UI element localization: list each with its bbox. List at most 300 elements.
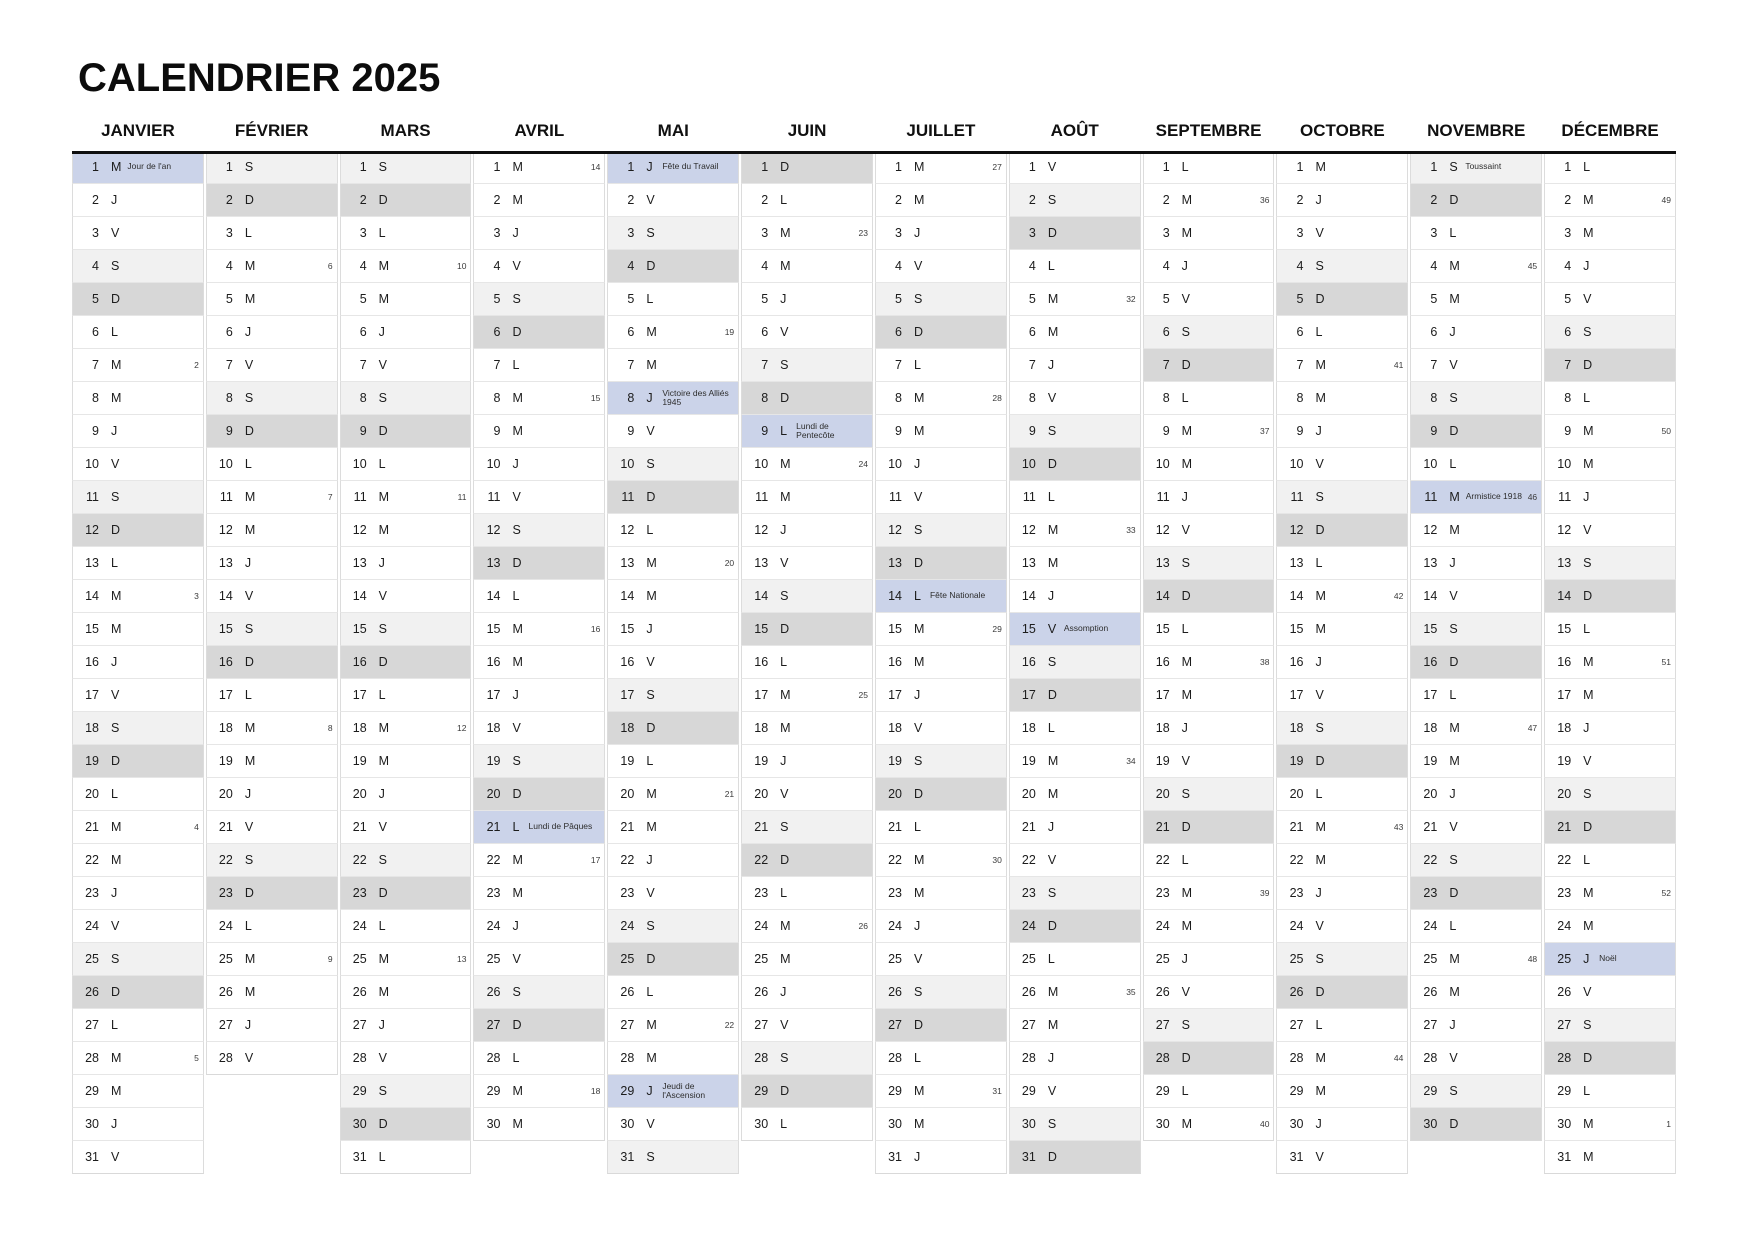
day-letter: D: [913, 325, 924, 339]
day-cell: [1410, 910, 1542, 943]
day-letter: J: [378, 556, 385, 570]
day-cell: [1544, 910, 1676, 943]
day-letter: M: [111, 1051, 122, 1065]
week-number: 51: [1661, 657, 1671, 667]
day-cell: [1410, 316, 1542, 349]
day-letter: M: [378, 985, 390, 999]
day-cell: [741, 217, 873, 250]
day-cell: [1009, 712, 1141, 745]
day-letter: S: [378, 853, 387, 867]
day-letter: D: [512, 787, 522, 801]
day-cell: [1410, 217, 1542, 250]
day-cell: [1009, 151, 1141, 184]
day-letter: M: [646, 358, 657, 372]
month-days: [607, 151, 739, 1174]
day-letter: S: [1047, 1117, 1057, 1131]
day-number: 28: [1021, 1051, 1036, 1065]
day-letter: M: [512, 853, 523, 867]
day-letter: D: [780, 160, 790, 174]
day-number: 10: [1557, 457, 1572, 471]
day-cell: [875, 877, 1007, 910]
day-number: 27: [1423, 1018, 1438, 1032]
day-letter: D: [1449, 886, 1459, 900]
day-cell: [72, 877, 204, 910]
day-letter: S: [378, 622, 387, 636]
day-number: 7: [627, 358, 635, 372]
day-cell: [1143, 217, 1275, 250]
day-letter: L: [1315, 1018, 1323, 1032]
day-number: 17: [218, 688, 233, 702]
day-number: 24: [85, 919, 99, 933]
day-cell: [1544, 613, 1676, 646]
day-cell: [340, 448, 472, 481]
day-letter: M: [1315, 391, 1326, 405]
day-number: 23: [888, 886, 902, 900]
day-number: 23: [620, 886, 635, 900]
day-letter: D: [378, 655, 388, 669]
month-days: [1143, 151, 1275, 1141]
day-number: 23: [1557, 886, 1572, 900]
day-cell: [473, 349, 605, 382]
day-number: 15: [754, 622, 769, 636]
day-number: 22: [754, 853, 769, 867]
day-number: 6: [1162, 325, 1170, 339]
day-number: 16: [620, 655, 635, 669]
day-cell: [1544, 712, 1676, 745]
day-letter: S: [111, 721, 120, 735]
day-cell: [875, 1042, 1007, 1075]
day-letter: J: [1449, 787, 1456, 801]
day-number: 3: [1564, 226, 1572, 240]
day-letter: L: [646, 292, 654, 306]
day-number: 5: [761, 292, 769, 306]
day-number: 14: [85, 589, 99, 603]
day-cell: [1276, 811, 1408, 844]
day-cell: [1276, 712, 1408, 745]
day-letter: S: [1181, 787, 1190, 801]
day-letter: S: [1449, 391, 1458, 405]
week-number: 16: [590, 624, 601, 634]
day-letter: J: [913, 457, 921, 471]
day-number: 20: [85, 787, 99, 801]
day-cell: [206, 580, 338, 613]
day-letter: L: [780, 193, 788, 207]
day-letter: M: [913, 193, 925, 207]
month-header: DÉCEMBRE: [1561, 121, 1659, 140]
day-letter: M: [913, 1084, 925, 1098]
day-number: 3: [761, 226, 769, 240]
day-cell: [1009, 184, 1141, 217]
day-letter: S: [646, 457, 655, 471]
day-letter: S: [111, 490, 120, 504]
day-number: 15: [85, 622, 99, 636]
day-cell: [72, 679, 204, 712]
day-letter: J: [913, 226, 921, 240]
day-number: 4: [1564, 259, 1572, 273]
day-number: 29: [352, 1084, 367, 1098]
day-number: 25: [1557, 952, 1572, 966]
day-number: 26: [620, 985, 635, 999]
day-cell: [1544, 250, 1676, 283]
day-letter: J: [913, 919, 921, 933]
day-number: 28: [888, 1051, 902, 1065]
day-number: 28: [352, 1051, 367, 1065]
day-cell: [1410, 448, 1542, 481]
day-cell: [340, 250, 472, 283]
day-letter: L: [512, 820, 520, 834]
day-cell: [340, 844, 472, 877]
day-letter: V: [780, 325, 789, 339]
day-letter: M: [512, 655, 523, 669]
month-days: [1009, 151, 1141, 1174]
day-letter: J: [111, 193, 118, 207]
day-cell: [1544, 580, 1676, 613]
day-letter: J: [1181, 952, 1188, 966]
day-number: 31: [85, 1150, 99, 1164]
day-letter: V: [1315, 457, 1324, 471]
day-cell: [72, 976, 204, 1009]
day-number: 29: [1423, 1084, 1438, 1098]
month-column-8: [1009, 108, 1141, 1174]
day-cell: [741, 679, 873, 712]
day-cell: [1544, 217, 1676, 250]
day-cell: [473, 679, 605, 712]
day-cell: [1276, 250, 1408, 283]
day-cell: [1143, 943, 1275, 976]
day-cell: [875, 448, 1007, 481]
day-cell: [875, 250, 1007, 283]
day-cell: [875, 316, 1007, 349]
day-cell: [875, 382, 1007, 415]
day-number: 22: [218, 853, 233, 867]
day-letter: V: [378, 358, 387, 372]
header-rule: [72, 151, 1676, 154]
day-number: 11: [1290, 490, 1304, 504]
day-letter: M: [1449, 523, 1460, 537]
day-number: 30: [85, 1117, 99, 1131]
day-letter: M: [1583, 919, 1594, 933]
day-number: 22: [85, 853, 99, 867]
day-letter: M: [1449, 985, 1460, 999]
day-cell: [340, 580, 472, 613]
day-cell: [72, 1141, 204, 1174]
day-cell: [1143, 745, 1275, 778]
day-number: 31: [1557, 1150, 1572, 1164]
day-number: 13: [1289, 556, 1304, 570]
day-number: 11: [1558, 490, 1572, 504]
month-column-11: [1410, 108, 1542, 1174]
day-letter: M: [1449, 259, 1460, 273]
day-cell: [1009, 877, 1141, 910]
day-cell: [72, 745, 204, 778]
day-cell: [340, 151, 472, 184]
day-cell: [1410, 1042, 1542, 1075]
day-letter: M: [646, 556, 657, 570]
day-number: 20: [352, 787, 367, 801]
week-number: 3: [194, 591, 199, 601]
day-number: 16: [754, 655, 769, 669]
day-cell: [741, 151, 873, 184]
day-cell: [1544, 811, 1676, 844]
week-number: 2: [194, 360, 199, 370]
day-letter: J: [111, 424, 118, 438]
day-number: 6: [1028, 325, 1036, 339]
day-number: 20: [218, 787, 233, 801]
day-letter: M: [646, 820, 657, 834]
day-number: 17: [486, 688, 501, 702]
day-number: 8: [225, 391, 233, 405]
day-cell: [473, 184, 605, 217]
day-cell: [875, 1141, 1007, 1174]
day-number: 5: [627, 292, 635, 306]
day-letter: L: [780, 655, 788, 669]
day-number: 2: [1430, 193, 1438, 207]
day-cell: [741, 745, 873, 778]
day-letter: S: [913, 754, 923, 768]
day-cell: [72, 844, 204, 877]
day-cell: [206, 283, 338, 316]
day-cell: [1410, 415, 1542, 448]
day-letter: S: [1181, 1018, 1190, 1032]
day-letter: D: [1449, 1117, 1459, 1131]
day-cell: [875, 580, 1007, 613]
day-number: 23: [754, 886, 769, 900]
day-letter: M: [1181, 226, 1193, 240]
day-letter: J: [1315, 193, 1322, 207]
day-cell: [607, 976, 739, 1009]
day-letter: L: [913, 589, 921, 603]
day-number: 23: [352, 886, 367, 900]
day-number: 22: [888, 853, 902, 867]
day-letter: S: [780, 358, 789, 372]
day-number: 28: [486, 1051, 501, 1065]
day-letter: S: [646, 919, 655, 933]
day-cell: [72, 1075, 204, 1108]
day-cell: [206, 217, 338, 250]
week-number: 22: [724, 1020, 735, 1030]
day-number: 12: [1021, 523, 1036, 537]
day-letter: S: [512, 292, 521, 306]
day-number: 5: [92, 292, 99, 306]
month-column-2: [206, 108, 338, 1174]
day-cell: [72, 547, 204, 580]
day-cell: [72, 943, 204, 976]
day-number: 23: [85, 886, 99, 900]
day-number: 25: [1155, 952, 1170, 966]
day-cell: [741, 349, 873, 382]
day-cell: [875, 976, 1007, 1009]
day-number: 12: [486, 523, 501, 537]
month-column-6: [741, 108, 873, 1174]
week-number: 48: [1527, 954, 1538, 964]
day-cell: [1544, 547, 1676, 580]
day-cell: [741, 316, 873, 349]
day-number: 7: [493, 358, 501, 372]
day-number: 27: [1021, 1018, 1036, 1032]
day-number: 9: [1430, 424, 1438, 438]
day-cell: [875, 778, 1007, 811]
day-cell: [1009, 679, 1141, 712]
week-number: 34: [1126, 756, 1136, 766]
day-letter: M: [913, 391, 925, 405]
day-number: 30: [620, 1117, 635, 1131]
day-letter: M: [512, 160, 523, 174]
day-number: 12: [1155, 523, 1170, 537]
day-letter: M: [646, 1018, 657, 1032]
day-letter: M: [1181, 655, 1193, 669]
day-letter: M: [780, 688, 791, 702]
day-number: 2: [225, 193, 233, 207]
day-letter: M: [1315, 1084, 1326, 1098]
day-cell: [875, 283, 1007, 316]
day-number: 1: [1296, 160, 1304, 174]
day-cell: [607, 184, 739, 217]
day-letter: V: [1449, 820, 1458, 834]
day-letter: J: [244, 325, 252, 339]
day-cell: [473, 250, 605, 283]
day-letter: S: [244, 622, 254, 636]
day-cell: [741, 844, 873, 877]
day-cell: [607, 415, 739, 448]
day-number: 12: [1289, 523, 1304, 537]
day-letter: J: [1315, 886, 1322, 900]
day-cell: [875, 844, 1007, 877]
holiday-label: Lundi de Pâques: [528, 822, 593, 832]
day-cell: [1143, 1009, 1275, 1042]
day-number: 7: [225, 358, 233, 372]
day-cell: [72, 217, 204, 250]
day-cell: [607, 943, 739, 976]
day-cell: [1544, 646, 1676, 679]
day-number: 17: [85, 688, 99, 702]
day-cell: [473, 514, 605, 547]
day-number: 28: [1557, 1051, 1572, 1065]
day-number: 9: [1162, 424, 1170, 438]
day-number: 16: [1021, 655, 1036, 669]
day-cell: [1544, 283, 1676, 316]
month-header: MAI: [657, 121, 689, 140]
day-cell: [741, 811, 873, 844]
day-cell: [1009, 778, 1141, 811]
day-cell: [1544, 481, 1676, 514]
day-number: 15: [620, 622, 635, 636]
day-number: 17: [1423, 688, 1438, 702]
day-letter: V: [1583, 292, 1592, 306]
day-cell: [1276, 382, 1408, 415]
holiday-label: Assomption: [1063, 624, 1109, 634]
day-cell: [607, 613, 739, 646]
day-number: 2: [92, 193, 99, 207]
day-letter: V: [111, 457, 120, 471]
day-number: 13: [218, 556, 233, 570]
day-number: 4: [1162, 259, 1170, 273]
day-letter: V: [111, 688, 120, 702]
day-cell: [1544, 514, 1676, 547]
day-cell: [1276, 415, 1408, 448]
day-number: 1: [1028, 160, 1036, 174]
day-letter: V: [1315, 1150, 1324, 1164]
day-number: 30: [486, 1117, 501, 1131]
day-number: 13: [620, 556, 635, 570]
day-number: 21: [1289, 820, 1304, 834]
day-letter: L: [1583, 853, 1591, 867]
day-letter: D: [1315, 754, 1325, 768]
day-number: 6: [1564, 325, 1572, 339]
week-number: 14: [590, 162, 601, 172]
day-letter: M: [913, 655, 925, 669]
day-letter: S: [1449, 622, 1458, 636]
day-number: 28: [218, 1051, 233, 1065]
day-letter: V: [1047, 1084, 1057, 1098]
day-letter: S: [1583, 1018, 1592, 1032]
day-cell: [72, 514, 204, 547]
day-number: 15: [1155, 622, 1170, 636]
day-number: 4: [895, 259, 902, 273]
day-cell: [1143, 481, 1275, 514]
day-cell: [1544, 1108, 1676, 1141]
day-letter: V: [913, 490, 923, 504]
day-number: 14: [1557, 589, 1572, 603]
day-cell: [1544, 1009, 1676, 1042]
day-letter: S: [913, 523, 923, 537]
day-letter: J: [646, 160, 653, 174]
day-letter: V: [111, 919, 120, 933]
day-letter: S: [1583, 556, 1592, 570]
day-letter: V: [1047, 391, 1057, 405]
day-cell: [1410, 613, 1542, 646]
week-number: 45: [1527, 261, 1538, 271]
day-cell: [741, 184, 873, 217]
day-cell: [607, 349, 739, 382]
day-number: 23: [1021, 886, 1036, 900]
day-cell: [1276, 448, 1408, 481]
day-letter: M: [913, 160, 925, 174]
day-number: 21: [620, 820, 635, 834]
day-cell: [473, 382, 605, 415]
day-letter: D: [780, 622, 790, 636]
day-number: 8: [359, 391, 367, 405]
day-cell: [340, 382, 472, 415]
day-number: 17: [620, 688, 635, 702]
day-cell: [741, 514, 873, 547]
day-cell: [607, 481, 739, 514]
day-number: 26: [1557, 985, 1572, 999]
day-letter: S: [1449, 160, 1458, 174]
day-letter: L: [780, 886, 788, 900]
day-cell: [1276, 481, 1408, 514]
day-cell: [607, 811, 739, 844]
day-letter: V: [378, 1051, 387, 1065]
day-letter: M: [1449, 490, 1460, 504]
day-cell: [741, 1108, 873, 1141]
day-cell: [607, 250, 739, 283]
day-cell: [1009, 1108, 1141, 1141]
day-letter: D: [1583, 1051, 1593, 1065]
day-cell: [1276, 613, 1408, 646]
day-cell: [72, 316, 204, 349]
day-letter: J: [1047, 358, 1055, 372]
day-number: 27: [486, 1018, 501, 1032]
day-cell: [875, 943, 1007, 976]
day-number: 21: [1557, 820, 1572, 834]
day-cell: [1009, 382, 1141, 415]
day-number: 24: [620, 919, 635, 933]
day-number: 30: [1155, 1117, 1170, 1131]
day-letter: S: [378, 391, 387, 405]
day-letter: M: [244, 952, 256, 966]
day-number: 30: [1423, 1117, 1438, 1131]
day-letter: V: [244, 358, 254, 372]
